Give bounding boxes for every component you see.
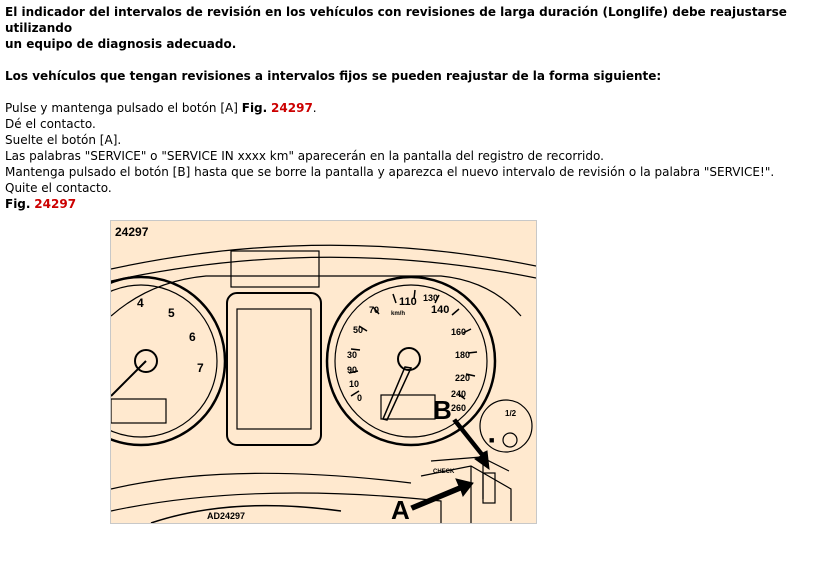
speedo-unit: km/h: [391, 311, 406, 317]
step-4: Las palabras "SERVICE" o "SERVICE IN xxxx km" aparecerán en la pantalla del registro de recorrido.: [5, 149, 604, 163]
figure-code: AD24297: [207, 511, 246, 521]
step-3: Suelte el botón [A].: [5, 133, 122, 147]
speedo-10: 10: [349, 379, 360, 389]
speedo-160: 160: [451, 327, 467, 337]
step-1-fig-link[interactable]: 24297: [271, 101, 313, 115]
intro-line-1: El indicador del intervalos de revisión en los vehículos con revisiones de larga duración (Longlife) debe reajustarse utilizando: [5, 5, 787, 35]
speedo-130: 130: [423, 293, 439, 303]
instrument-cluster-figure: [110, 220, 537, 524]
speedo-0: 0: [357, 393, 363, 403]
document-body: [5, 4, 811, 212]
figure-number: 24297: [115, 225, 149, 239]
step-2: Dé el contacto.: [5, 117, 96, 131]
tacho-num-5: 5: [168, 306, 175, 320]
fig-reference: [5, 196, 811, 212]
tacho-num-7: 7: [197, 361, 204, 375]
step-1: [5, 100, 811, 116]
speedo-70: 70: [369, 305, 380, 315]
label-a: A: [391, 495, 410, 523]
step-1-fig-label: Fig.: [241, 101, 268, 115]
tacho-num-4: 4: [137, 296, 144, 310]
step-5: Mantenga pulsado el botón [B] hasta que se borre la pantalla y aparezca el nuevo intervalo de revisión o la palabra "SERVICE!".: [5, 165, 775, 179]
speedo-30: 30: [347, 350, 358, 360]
speedo-180: 180: [455, 350, 471, 360]
small-gauge-label: 1/2: [505, 409, 517, 418]
speedo-90: 90: [347, 365, 358, 375]
label-b: B: [433, 395, 452, 425]
speedo-140: 140: [431, 304, 450, 316]
tacho-num-6: 6: [189, 330, 196, 344]
speedo-50: 50: [353, 325, 364, 335]
check-label: CHECK: [433, 469, 455, 475]
fixed-intervals-heading: Los vehículos que tengan revisiones a intervalos fijos se pueden reajustar de la forma siguiente:: [5, 69, 662, 83]
speedo-260: 260: [451, 403, 467, 413]
cluster-drawing: [111, 221, 536, 523]
svg-text:■: ■: [489, 435, 495, 445]
speedo-220: 220: [455, 373, 471, 383]
step-1-end: .: [312, 101, 317, 115]
speedo-240: 240: [451, 389, 467, 399]
intro-line-2: un equipo de diagnosis adecuado.: [5, 37, 237, 51]
speedo-110: 110: [399, 296, 417, 308]
step-1-text: Pulse y mantenga pulsado el botón [A]: [5, 101, 242, 115]
fig-ref-label: Fig.: [5, 197, 31, 211]
fig-ref-link[interactable]: 24297: [34, 197, 77, 211]
step-6: Quite el contacto.: [5, 181, 112, 195]
